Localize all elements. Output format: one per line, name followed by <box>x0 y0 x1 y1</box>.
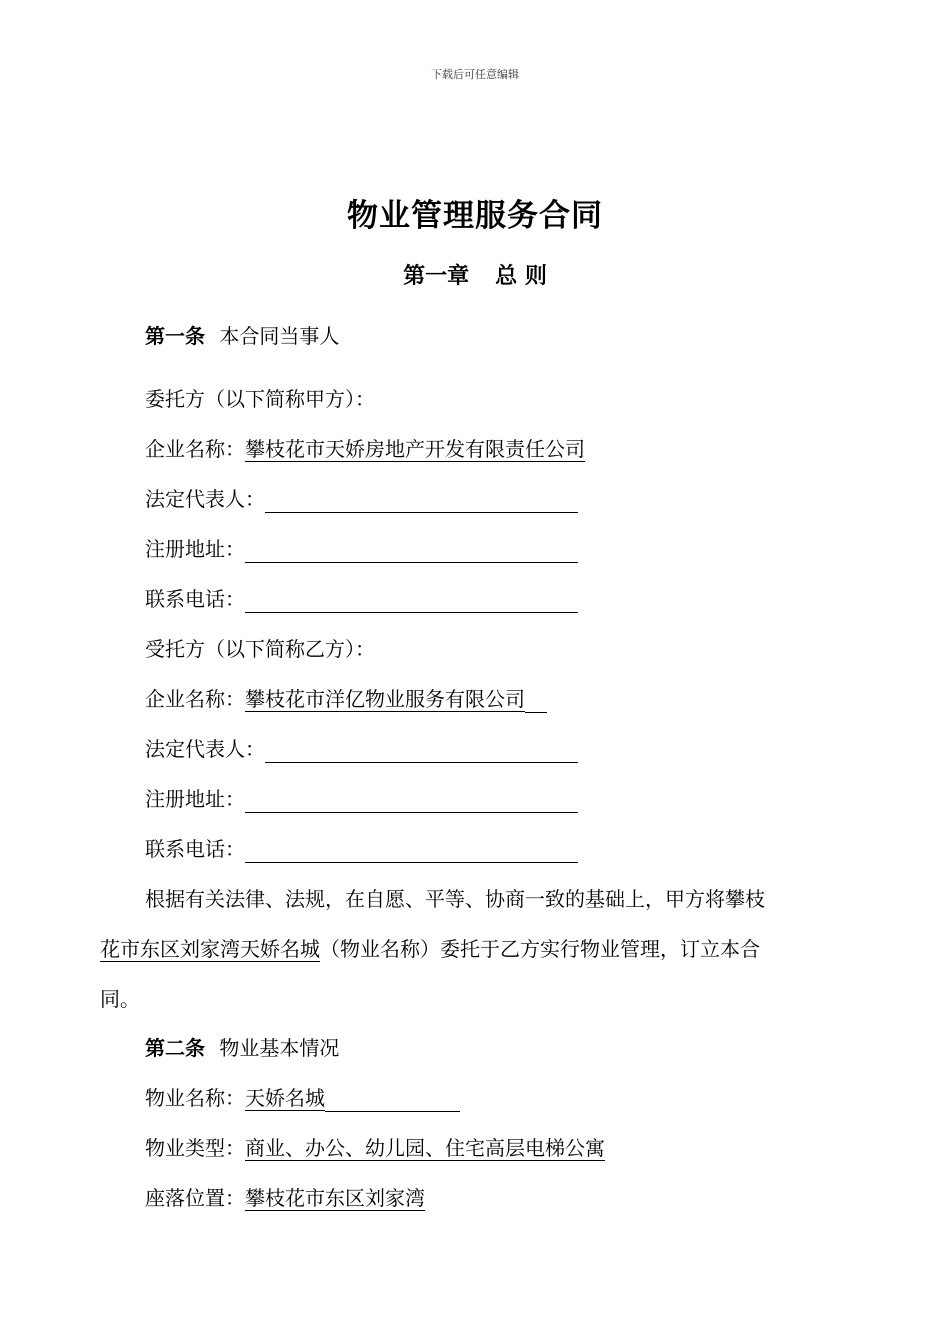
party-b-address-blank <box>245 790 578 813</box>
property-name-value: 天娇名城 <box>245 1086 325 1110</box>
document-title: 物业管理服务合同 <box>347 198 603 234</box>
page-header-note: 下载后可任意编辑 <box>431 68 519 81</box>
party-a-phone-label: 联系电话： <box>145 587 245 611</box>
party-a-rep-blank <box>265 490 578 513</box>
party-a-rep-row <box>145 485 578 513</box>
chapter-heading <box>0 259 950 290</box>
agreement-paragraph-line3: 同。 <box>100 987 140 1011</box>
party-b-address-label: 注册地址： <box>145 787 245 811</box>
property-name-row <box>145 1084 460 1112</box>
party-b-rep-blank <box>265 740 578 763</box>
party-a-address-row <box>145 535 578 563</box>
party-a-address-blank <box>245 540 578 563</box>
property-location-label: 座落位置： <box>145 1186 245 1210</box>
property-name-label: 物业名称： <box>145 1086 245 1110</box>
party-b-rep-row <box>145 735 578 763</box>
property-type-label: 物业类型： <box>145 1136 245 1160</box>
party-a-company-value: 攀枝花市天娇房地产开发有限责任公司 <box>245 437 585 461</box>
property-location-underlined: 花市东区刘家湾天娇名城 <box>100 937 320 961</box>
party-b-company-row <box>145 685 547 713</box>
party-a-address-label: 注册地址： <box>145 537 245 561</box>
party-b-phone-label: 联系电话： <box>145 837 245 861</box>
party-a-rep-label: 法定代表人： <box>145 487 265 511</box>
article1-label: 第一条 <box>145 324 205 348</box>
article1-text: 本合同当事人 <box>219 324 340 348</box>
agreement-paragraph-line2 <box>100 935 760 963</box>
agreement-paragraph-line1: 根据有关法律、法规，在自愿、平等、协商一致的基础上，甲方将攀枝 <box>145 887 765 911</box>
party-b-company-value: 攀枝花市洋亿物业服务有限公司 <box>245 687 525 711</box>
chapter-name: 总 则 <box>495 264 547 289</box>
party-b-company-label: 企业名称： <box>145 687 245 711</box>
chapter-number: 第一章 <box>403 264 470 289</box>
property-location-row <box>145 1184 425 1212</box>
party-a-company-label: 企业名称： <box>145 437 245 461</box>
party-a-phone-row <box>145 585 578 613</box>
party-b-intro: 受托方（以下简称乙方）： <box>145 637 375 661</box>
party-b-phone-blank <box>245 840 578 863</box>
article2-heading <box>145 1034 339 1062</box>
party-a-phone-blank <box>245 590 578 613</box>
party-a-company-row <box>145 435 585 463</box>
party-a-intro: 委托方（以下简称甲方）： <box>145 387 375 411</box>
party-b-company-tail <box>525 690 547 713</box>
article2-text: 物业基本情况 <box>219 1036 340 1060</box>
party-b-address-row <box>145 785 578 813</box>
article2-label: 第二条 <box>145 1036 205 1060</box>
property-name-tail <box>325 1089 460 1112</box>
agreement-paragraph-line2-rest: （物业名称）委托于乙方实行物业管理，订立本合 <box>320 937 760 961</box>
party-b-rep-label: 法定代表人： <box>145 737 265 761</box>
property-location-value: 攀枝花市东区刘家湾 <box>245 1186 425 1210</box>
party-b-phone-row <box>145 835 578 863</box>
article1-heading <box>145 322 339 350</box>
property-type-row <box>145 1134 605 1162</box>
property-type-value: 商业、办公、幼儿园、住宅高层电梯公寓 <box>245 1136 605 1160</box>
